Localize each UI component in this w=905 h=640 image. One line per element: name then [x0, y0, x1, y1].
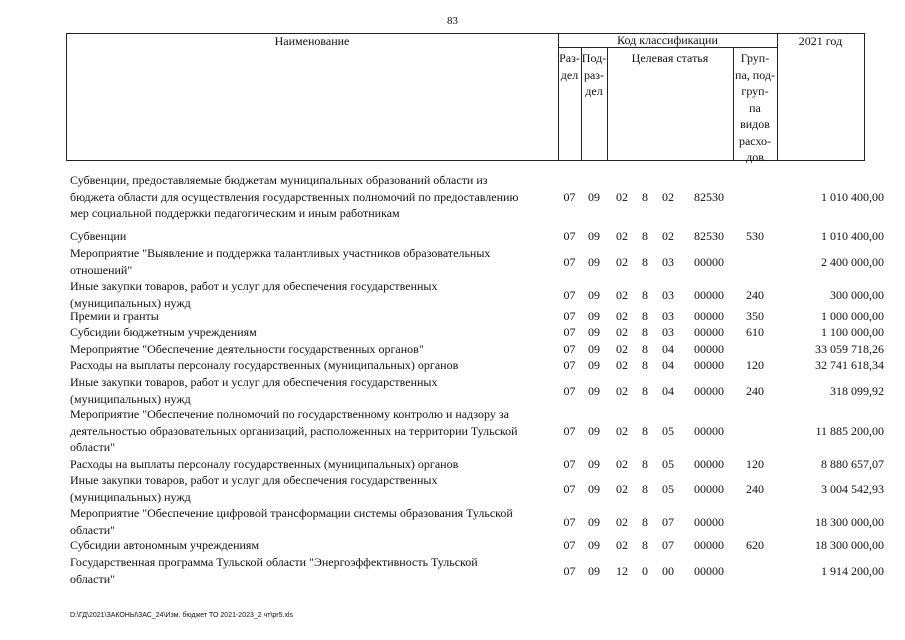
- row-code-r: 07: [563, 190, 576, 204]
- row-name: [70, 308, 558, 325]
- row-code-c1: 12: [616, 563, 628, 578]
- row-name-line: бюджета области для осуществления государственных полномочий по предоставлению: [70, 189, 519, 204]
- row-code-g: 610: [746, 325, 764, 339]
- row-code-pr: 09: [588, 309, 600, 323]
- row-name: [70, 374, 558, 407]
- row-code-c1: 02: [616, 514, 628, 529]
- row-name-line: Расходы на выплаты персоналу государственных (муниципальных) органов: [70, 358, 459, 372]
- row-code-c2: 8: [642, 383, 648, 398]
- row-name-line: Мероприятие "Обеспечение полномочий по государственному контролю и надзору за: [70, 407, 509, 421]
- row-code-pr: 09: [588, 383, 600, 398]
- row-amount: 300 000,00: [830, 287, 884, 302]
- row-code-c3: 03: [662, 309, 674, 323]
- row-amount: 18 300 000,00: [815, 538, 884, 552]
- row-code-c3: 07: [662, 514, 674, 529]
- row-code-pr: 09: [588, 514, 600, 529]
- row-code-c2: 8: [642, 538, 648, 552]
- row-code-c1: 02: [616, 309, 628, 323]
- header-name: Наименование: [274, 34, 350, 48]
- row-amount: 1 000 000,00: [821, 309, 884, 323]
- row-code-c4: 82530: [694, 190, 724, 204]
- row-code-c2: 0: [642, 563, 648, 578]
- row-code-pr: 09: [588, 190, 600, 204]
- table-right-border: [864, 33, 865, 161]
- row-name-line: (муниципальных) нужд: [70, 489, 191, 504]
- row-code-g: 350: [746, 309, 764, 323]
- row-code-pr: 09: [588, 563, 600, 578]
- row-code-r: 07: [563, 309, 576, 323]
- row-code-c1: 02: [616, 457, 628, 471]
- row-code-c2: 8: [642, 514, 648, 529]
- row-name: [70, 228, 558, 245]
- row-code-c4: 00000: [694, 287, 724, 302]
- row-name-line: Иные закупки товаров, работ и услуг для обеспечения государственных: [70, 279, 438, 293]
- row-code-c1: 02: [616, 424, 628, 438]
- row-code-g: 120: [746, 457, 764, 471]
- row-code-g: 530: [746, 229, 764, 243]
- row-code-r: 07: [563, 424, 576, 438]
- row-amount: 1 100 000,00: [821, 325, 884, 339]
- row-name: [70, 357, 558, 374]
- row-code-pr: 09: [588, 254, 600, 269]
- row-name-line: Субвенции, предоставляемые бюджетам муниципальных образований области из: [70, 173, 488, 187]
- row-name: [70, 278, 558, 311]
- row-code-c3: 04: [662, 358, 674, 372]
- row-code-r: 07: [563, 254, 576, 269]
- row-code-g: 120: [746, 358, 764, 372]
- row-code-pr: 09: [588, 358, 600, 372]
- row-code-c4: 00000: [694, 563, 724, 578]
- row-code-c4: 82530: [694, 229, 724, 243]
- row-code-c1: 02: [616, 229, 628, 243]
- row-amount: 1 010 400,00: [821, 190, 884, 204]
- row-name-line: Субсидии автономным учреждениям: [70, 538, 260, 552]
- row-code-r: 07: [563, 287, 576, 302]
- row-code-pr: 09: [588, 424, 600, 438]
- row-name-line: Премии и гранты: [70, 309, 159, 323]
- row-code-pr: 09: [588, 481, 600, 496]
- row-name: [70, 537, 558, 554]
- row-code-c3: 00: [662, 563, 674, 578]
- row-code-c2: 8: [642, 229, 648, 243]
- row-amount: 1 914 200,00: [821, 563, 884, 578]
- row-name-line: Государственная программа Тульской области "Энергоэффективность Тульской: [70, 555, 478, 569]
- row-name-line: деятельностью образовательных организаций, расположенных на территории Тульской: [70, 423, 518, 438]
- row-code-r: 07: [563, 563, 576, 578]
- row-code-c2: 8: [642, 457, 648, 471]
- row-name: [70, 324, 558, 341]
- header-code: Код классификации: [617, 33, 718, 47]
- row-name: [70, 245, 558, 278]
- row-code-pr: 09: [588, 229, 600, 243]
- row-code-c2: 8: [642, 287, 648, 302]
- code-col-right-divider: [777, 33, 778, 161]
- row-name: [70, 554, 558, 587]
- row-code-c4: 00000: [694, 481, 724, 496]
- row-code-r: 07: [563, 514, 576, 529]
- row-code-c3: 03: [662, 287, 674, 302]
- row-code-c1: 02: [616, 342, 628, 356]
- row-amount: 1 010 400,00: [821, 229, 884, 243]
- page-number: 83: [447, 15, 458, 27]
- header-target: Целевая статья: [631, 51, 709, 65]
- row-code-c3: 05: [662, 481, 674, 496]
- row-name-line: Мероприятие "Выявление и поддержка талантливых участников образовательных: [70, 246, 491, 260]
- row-code-c3: 02: [662, 190, 674, 204]
- row-code-c1: 02: [616, 358, 628, 372]
- row-name-line: Мероприятие "Обеспечение деятельности государственных органов": [70, 342, 424, 356]
- header-razdel: Раз- дел: [559, 51, 580, 82]
- row-code-c4: 00000: [694, 457, 724, 471]
- row-code-pr: 09: [588, 457, 600, 471]
- row-code-c1: 02: [616, 325, 628, 339]
- row-name: [70, 341, 558, 358]
- row-code-g: 240: [746, 287, 764, 302]
- row-amount: 3 004 542,93: [821, 481, 884, 496]
- table-left-border: [66, 33, 67, 161]
- row-code-c3: 05: [662, 457, 674, 471]
- header-year: 2021 год: [798, 34, 843, 48]
- row-code-r: 07: [563, 358, 576, 372]
- row-code-c1: 02: [616, 383, 628, 398]
- footer-file-path: D:\ГД\2021\ЗАКОНЫ\ЗАС_24\Изм. бюджет ТО 2021-2023_2 чт\pr5.xls: [70, 612, 294, 619]
- row-code-c2: 8: [642, 190, 648, 204]
- row-amount: 11 885 200,00: [815, 424, 884, 438]
- row-name: [70, 172, 558, 222]
- row-code-pr: 09: [588, 325, 600, 339]
- row-code-c2: 8: [642, 342, 648, 356]
- row-code-c2: 8: [642, 254, 648, 269]
- row-code-c3: 05: [662, 424, 674, 438]
- row-code-c1: 02: [616, 538, 628, 552]
- row-code-r: 07: [563, 342, 576, 356]
- row-code-c3: 03: [662, 325, 674, 339]
- row-code-g: 240: [746, 383, 764, 398]
- row-name-line: мер социальной поддержки педагогическим и иным работникам: [70, 206, 400, 220]
- row-code-g: 620: [746, 538, 764, 552]
- row-code-pr: 09: [588, 287, 600, 302]
- row-amount: 18 300 000,00: [815, 514, 884, 529]
- row-code-g: 240: [746, 481, 764, 496]
- row-name-line: (муниципальных) нужд: [70, 295, 191, 310]
- header-group: Груп- па, под- груп- па видов расхо- дов: [735, 51, 775, 164]
- row-code-c2: 8: [642, 358, 648, 372]
- row-code-r: 07: [563, 538, 576, 552]
- row-code-c3: 04: [662, 383, 674, 398]
- row-code-c1: 02: [616, 481, 628, 496]
- row-name-line: Мероприятие "Обеспечение цифровой трансформации системы образования Тульской: [70, 506, 513, 520]
- row-name-line: (муниципальных) нужд: [70, 391, 191, 406]
- row-code-r: 07: [563, 325, 576, 339]
- row-code-c4: 00000: [694, 424, 724, 438]
- row-name: [70, 472, 558, 505]
- row-code-c1: 02: [616, 254, 628, 269]
- row-amount: 2 400 000,00: [821, 254, 884, 269]
- row-name: [70, 406, 558, 456]
- row-code-pr: 09: [588, 538, 600, 552]
- row-code-c4: 00000: [694, 514, 724, 529]
- row-code-c3: 02: [662, 229, 674, 243]
- row-code-c2: 8: [642, 325, 648, 339]
- row-name: [70, 456, 558, 473]
- row-code-c1: 02: [616, 287, 628, 302]
- row-code-c3: 07: [662, 538, 674, 552]
- row-code-pr: 09: [588, 342, 600, 356]
- row-name-line: отношений": [70, 262, 133, 277]
- row-code-c4: 00000: [694, 325, 724, 339]
- row-name-line: области": [70, 440, 116, 454]
- row-code-r: 07: [563, 229, 576, 243]
- row-code-c2: 8: [642, 424, 648, 438]
- row-code-c4: 00000: [694, 342, 724, 356]
- row-code-c4: 00000: [694, 358, 724, 372]
- row-name-line: Расходы на выплаты персоналу государственных (муниципальных) органов: [70, 457, 459, 471]
- row-amount: 8 880 657,07: [821, 457, 884, 471]
- row-code-c1: 02: [616, 190, 628, 204]
- row-code-c2: 8: [642, 481, 648, 496]
- row-code-c3: 04: [662, 342, 674, 356]
- row-amount: 32 741 618,34: [815, 358, 884, 372]
- header-podrazdel: Под- раз- дел: [581, 51, 607, 98]
- row-amount: 318 099,92: [830, 383, 884, 398]
- row-code-c2: 8: [642, 309, 648, 323]
- row-name: [70, 505, 558, 538]
- row-code-c4: 00000: [694, 538, 724, 552]
- row-name-line: области": [70, 522, 116, 537]
- row-name-line: области": [70, 571, 116, 586]
- row-code-c4: 00000: [694, 383, 724, 398]
- row-code-r: 07: [563, 481, 576, 496]
- row-code-c4: 00000: [694, 309, 724, 323]
- row-code-c4: 00000: [694, 254, 724, 269]
- row-name-line: Субвенции: [70, 229, 127, 243]
- row-amount: 33 059 718,26: [815, 342, 884, 356]
- row-name-line: Иные закупки товаров, работ и услуг для обеспечения государственных: [70, 473, 438, 487]
- row-name-line: Субсидии бюджетным учреждениям: [70, 325, 257, 339]
- row-code-r: 07: [563, 457, 576, 471]
- row-name-line: Иные закупки товаров, работ и услуг для обеспечения государственных: [70, 375, 438, 389]
- row-code-c3: 03: [662, 254, 674, 269]
- row-code-r: 07: [563, 383, 576, 398]
